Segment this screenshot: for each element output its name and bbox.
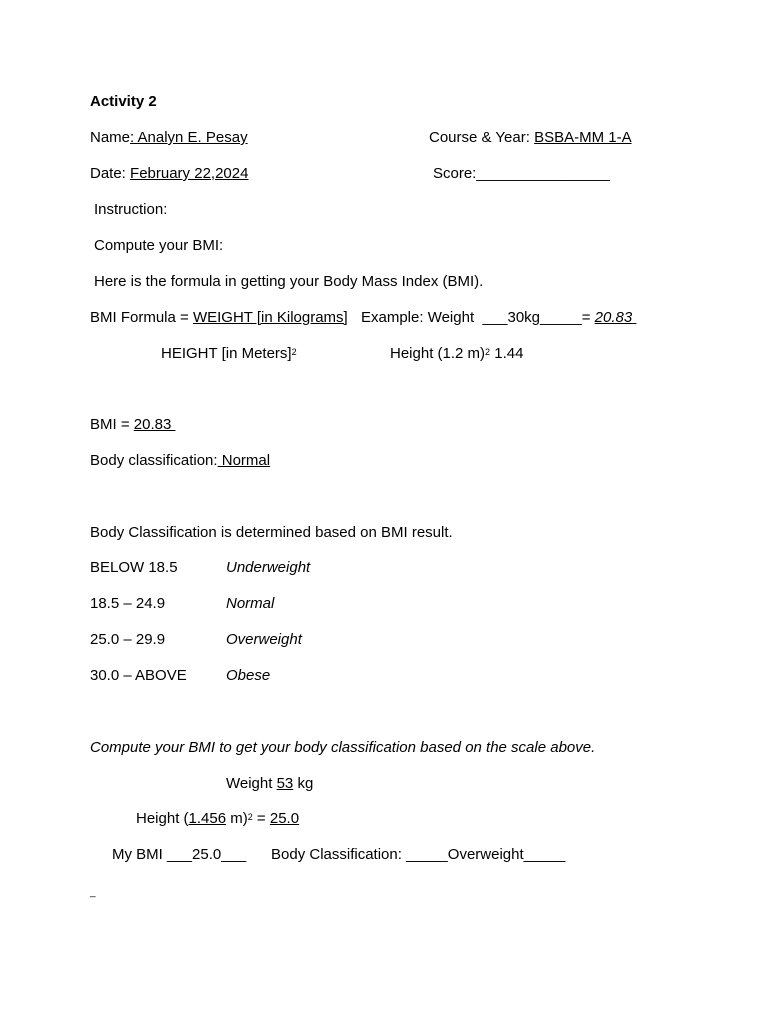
weight-value: 53: [276, 775, 294, 792]
formula-intro: Here is the formula in getting your Body Mass Index (BMI).: [94, 273, 484, 290]
height-result: 25.0: [269, 810, 300, 827]
class-category-3: Overweight: [226, 631, 302, 648]
score-row: [433, 165, 610, 183]
class-category-1: Underweight: [226, 559, 311, 576]
name-value: : Analyn E. Pesay: [130, 129, 248, 146]
bmi-row: [90, 416, 175, 434]
my-class-value: _____Overweight_____: [406, 846, 566, 863]
height-row: Height (1.456 m)$^2$ = 25.0: [136, 810, 300, 827]
class-range-4: 30.0 – ABOVE: [90, 667, 187, 684]
formula-example-row: [361, 309, 636, 327]
class-range-3: 25.0 – 29.9: [90, 631, 166, 648]
example-label: Example: Weight: [361, 309, 483, 326]
height-value: 1.456: [188, 810, 227, 827]
formula-numerator-row: [90, 309, 348, 327]
body-class-row: [90, 452, 270, 470]
class-range-2: 18.5 – 24.9: [90, 595, 166, 612]
bmi-value: 20.83: [133, 416, 176, 433]
formula-denominator: HEIGHT [in Meters]$^2$: [161, 345, 297, 362]
activity-title: Activity 2: [90, 93, 157, 110]
weight-row: Weight 53 kg: [226, 775, 314, 792]
score-label: Score:: [433, 165, 477, 182]
date-value: February 22,2024: [130, 165, 249, 182]
example-result: 20.83: [594, 309, 633, 326]
course-row: [429, 129, 632, 147]
my-bmi-value: ___25.0___: [167, 846, 247, 863]
course-label: Course & Year:: [429, 129, 535, 146]
my-bmi-row: My BMI ___25.0___: [112, 846, 247, 863]
name-row: [90, 129, 248, 147]
my-class-row: Body Classification: _____Overweight_____: [271, 846, 566, 863]
body-class-label: Body classification:: [90, 452, 218, 469]
body-class-value: Normal: [217, 452, 271, 469]
formula-numerator: WEIGHT [in Kilograms]: [192, 309, 348, 326]
trailing-mark: _: [90, 887, 96, 898]
class-category-4: Obese: [226, 667, 271, 684]
class-category-2: Normal: [226, 595, 275, 612]
class-range-1: BELOW 18.5: [90, 559, 178, 576]
date-label: Date:: [90, 165, 131, 182]
instruction-heading: Instruction:: [94, 201, 168, 218]
bmi-label: BMI =: [90, 416, 134, 433]
name-label: Name: [90, 129, 131, 146]
formula-label: BMI Formula =: [90, 309, 193, 326]
course-value: BSBA-MM 1-A: [534, 129, 632, 146]
score-blank: ________________: [476, 165, 610, 182]
example-weight: ___30kg_____: [482, 309, 582, 326]
date-row: [90, 165, 248, 183]
classification-intro: Body Classification is determined based on BMI result.: [90, 524, 453, 541]
compute-prompt: Compute your BMI:: [94, 237, 224, 254]
task-instruction: Compute your BMI to get your body classification based on the scale above.: [90, 739, 596, 756]
example-equals: =: [581, 309, 595, 326]
example-height: Height (1.2 m)$^2$ 1.44: [390, 345, 524, 362]
